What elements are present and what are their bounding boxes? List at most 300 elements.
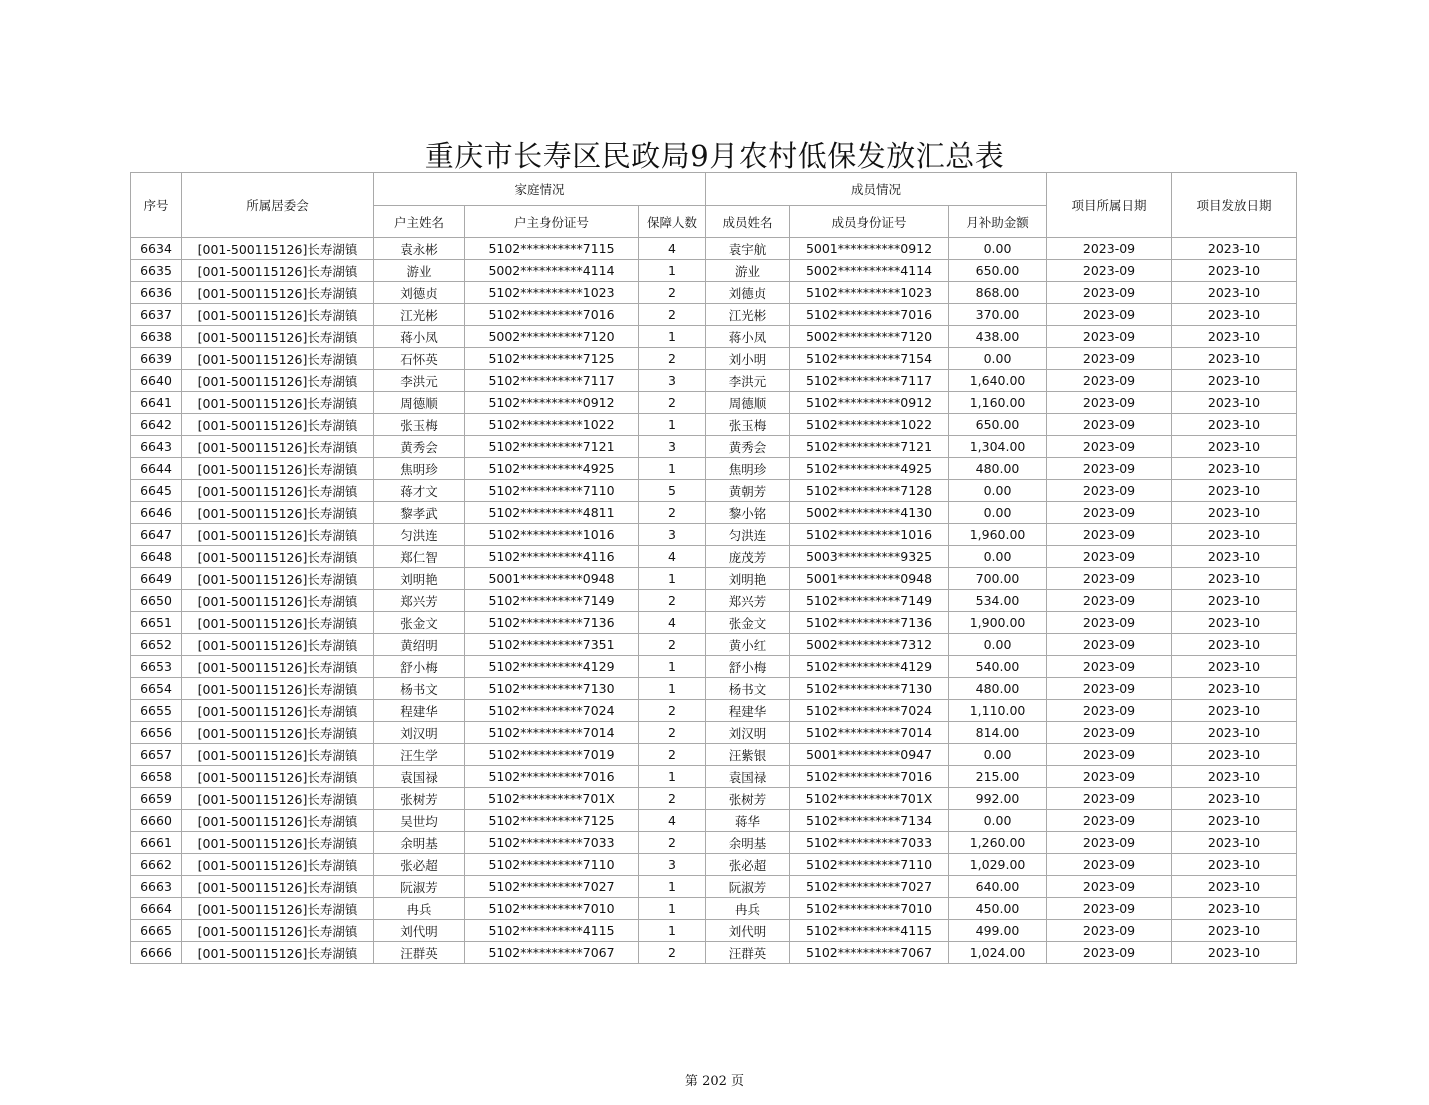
committee-cell: [001-500115126]长寿湖镇	[182, 458, 374, 480]
head-id-cell: 5102**********7067	[465, 942, 639, 964]
member-id-cell: 5102**********7033	[790, 832, 949, 854]
period-cell: 2023-09	[1047, 304, 1172, 326]
covered-cell: 2	[639, 282, 706, 304]
member-id-cell: 5002**********4114	[790, 260, 949, 282]
member-id-cell: 5102**********7024	[790, 700, 949, 722]
amount-cell: 0.00	[949, 634, 1047, 656]
page-title: 重庆市长寿区民政局9月农村低保发放汇总表	[424, 139, 1005, 173]
member-name-cell: 张金文	[706, 612, 790, 634]
seq-cell: 6643	[131, 436, 182, 458]
committee-cell: [001-500115126]长寿湖镇	[182, 304, 374, 326]
committee-cell: [001-500115126]长寿湖镇	[182, 656, 374, 678]
covered-cell: 1	[639, 766, 706, 788]
period-cell: 2023-09	[1047, 634, 1172, 656]
member-name-cell: 刘德贞	[706, 282, 790, 304]
head-id-cell: 5102**********1022	[465, 414, 639, 436]
period-cell: 2023-09	[1047, 810, 1172, 832]
head-id-cell: 5102**********7016	[465, 304, 639, 326]
committee-cell: [001-500115126]长寿湖镇	[182, 348, 374, 370]
covered-cell: 1	[639, 260, 706, 282]
issue-date-cell: 2023-10	[1172, 634, 1297, 656]
member-id-cell: 5102**********7154	[790, 348, 949, 370]
header-covered: 保障人数	[639, 206, 706, 238]
member-id-cell: 5102**********1016	[790, 524, 949, 546]
table-row	[131, 546, 1297, 568]
committee-cell: [001-500115126]长寿湖镇	[182, 238, 374, 260]
covered-cell: 4	[639, 810, 706, 832]
amount-cell: 0.00	[949, 546, 1047, 568]
member-name-cell: 蒋小凤	[706, 326, 790, 348]
committee-cell: [001-500115126]长寿湖镇	[182, 876, 374, 898]
amount-cell: 1,029.00	[949, 854, 1047, 876]
period-cell: 2023-09	[1047, 568, 1172, 590]
head-name-cell: 黄秀会	[374, 436, 465, 458]
seq-cell: 6655	[131, 700, 182, 722]
committee-cell: [001-500115126]长寿湖镇	[182, 370, 374, 392]
amount-cell: 1,640.00	[949, 370, 1047, 392]
committee-cell: [001-500115126]长寿湖镇	[182, 634, 374, 656]
issue-date-cell: 2023-10	[1172, 942, 1297, 964]
head-id-cell: 5102**********7014	[465, 722, 639, 744]
period-cell: 2023-09	[1047, 722, 1172, 744]
table-row	[131, 304, 1297, 326]
period-cell: 2023-09	[1047, 788, 1172, 810]
member-name-cell: 庞茂芳	[706, 546, 790, 568]
period-cell: 2023-09	[1047, 656, 1172, 678]
seq-cell: 6664	[131, 898, 182, 920]
covered-cell: 4	[639, 238, 706, 260]
member-id-cell: 5102**********7117	[790, 370, 949, 392]
table-row	[131, 832, 1297, 854]
issue-date-cell: 2023-10	[1172, 810, 1297, 832]
member-id-cell: 5102**********7067	[790, 942, 949, 964]
head-name-cell: 杨书文	[374, 678, 465, 700]
header-family-group: 家庭情况	[374, 173, 706, 206]
member-name-cell: 袁宇航	[706, 238, 790, 260]
seq-cell: 6662	[131, 854, 182, 876]
seq-cell: 6641	[131, 392, 182, 414]
member-id-cell: 5102**********7136	[790, 612, 949, 634]
issue-date-cell: 2023-10	[1172, 700, 1297, 722]
member-id-cell: 5102**********4129	[790, 656, 949, 678]
seq-cell: 6644	[131, 458, 182, 480]
member-name-cell: 袁国禄	[706, 766, 790, 788]
head-name-cell: 刘代明	[374, 920, 465, 942]
period-cell: 2023-09	[1047, 524, 1172, 546]
amount-cell: 0.00	[949, 502, 1047, 524]
header-project-period: 项目所属日期	[1047, 173, 1172, 238]
amount-cell: 534.00	[949, 590, 1047, 612]
period-cell: 2023-09	[1047, 370, 1172, 392]
period-cell: 2023-09	[1047, 876, 1172, 898]
covered-cell: 3	[639, 436, 706, 458]
committee-cell: [001-500115126]长寿湖镇	[182, 502, 374, 524]
committee-cell: [001-500115126]长寿湖镇	[182, 722, 374, 744]
head-name-cell: 张树芳	[374, 788, 465, 810]
head-name-cell: 郑兴芳	[374, 590, 465, 612]
period-cell: 2023-09	[1047, 414, 1172, 436]
amount-cell: 0.00	[949, 480, 1047, 502]
issue-date-cell: 2023-10	[1172, 436, 1297, 458]
seq-cell: 6650	[131, 590, 182, 612]
covered-cell: 2	[639, 392, 706, 414]
head-id-cell: 5102**********4129	[465, 656, 639, 678]
head-id-cell: 5001**********0948	[465, 568, 639, 590]
period-cell: 2023-09	[1047, 458, 1172, 480]
period-cell: 2023-09	[1047, 392, 1172, 414]
header-member-id: 成员身份证号	[790, 206, 949, 238]
head-name-cell: 张金文	[374, 612, 465, 634]
seq-cell: 6649	[131, 568, 182, 590]
issue-date-cell: 2023-10	[1172, 414, 1297, 436]
seq-cell: 6634	[131, 238, 182, 260]
committee-cell: [001-500115126]长寿湖镇	[182, 480, 374, 502]
committee-cell: [001-500115126]长寿湖镇	[182, 326, 374, 348]
table-row	[131, 392, 1297, 414]
table-row	[131, 414, 1297, 436]
period-cell: 2023-09	[1047, 700, 1172, 722]
committee-cell: [001-500115126]长寿湖镇	[182, 392, 374, 414]
member-id-cell: 5102**********7128	[790, 480, 949, 502]
seq-cell: 6635	[131, 260, 182, 282]
page-suffix: 页	[731, 1074, 745, 1089]
header-issue-date: 项目发放日期	[1172, 173, 1297, 238]
member-id-cell: 5102**********7016	[790, 766, 949, 788]
head-id-cell: 5102**********7115	[465, 238, 639, 260]
head-id-cell: 5102**********7110	[465, 854, 639, 876]
issue-date-cell: 2023-10	[1172, 392, 1297, 414]
head-name-cell: 周德顺	[374, 392, 465, 414]
member-name-cell: 焦明珍	[706, 458, 790, 480]
head-id-cell: 5102**********7117	[465, 370, 639, 392]
amount-cell: 0.00	[949, 810, 1047, 832]
member-name-cell: 刘小明	[706, 348, 790, 370]
amount-cell: 1,304.00	[949, 436, 1047, 458]
page-number-value: 202	[702, 1074, 727, 1089]
amount-cell: 1,260.00	[949, 832, 1047, 854]
committee-cell: [001-500115126]长寿湖镇	[182, 678, 374, 700]
head-id-cell: 5102**********7130	[465, 678, 639, 700]
head-name-cell: 蒋才文	[374, 480, 465, 502]
period-cell: 2023-09	[1047, 480, 1172, 502]
head-name-cell: 张必超	[374, 854, 465, 876]
member-name-cell: 黄小红	[706, 634, 790, 656]
member-id-cell: 5102**********7121	[790, 436, 949, 458]
covered-cell: 1	[639, 568, 706, 590]
head-name-cell: 蒋小凤	[374, 326, 465, 348]
covered-cell: 2	[639, 832, 706, 854]
head-id-cell: 5002**********4114	[465, 260, 639, 282]
table-row	[131, 590, 1297, 612]
head-id-cell: 5102**********7033	[465, 832, 639, 854]
period-cell: 2023-09	[1047, 260, 1172, 282]
amount-cell: 814.00	[949, 722, 1047, 744]
issue-date-cell: 2023-10	[1172, 480, 1297, 502]
member-name-cell: 郑兴芳	[706, 590, 790, 612]
table-row	[131, 238, 1297, 260]
amount-cell: 438.00	[949, 326, 1047, 348]
head-name-cell: 汪群英	[374, 942, 465, 964]
head-id-cell: 5102**********0912	[465, 392, 639, 414]
head-name-cell: 黎孝武	[374, 502, 465, 524]
committee-cell: [001-500115126]长寿湖镇	[182, 524, 374, 546]
table-row	[131, 898, 1297, 920]
period-cell: 2023-09	[1047, 590, 1172, 612]
header-committee: 所属居委会	[182, 173, 374, 238]
committee-cell: [001-500115126]长寿湖镇	[182, 700, 374, 722]
amount-cell: 868.00	[949, 282, 1047, 304]
issue-date-cell: 2023-10	[1172, 744, 1297, 766]
head-name-cell: 袁永彬	[374, 238, 465, 260]
amount-cell: 1,960.00	[949, 524, 1047, 546]
table-body	[131, 238, 1297, 964]
member-name-cell: 蒋华	[706, 810, 790, 832]
member-name-cell: 阮淑芳	[706, 876, 790, 898]
committee-cell: [001-500115126]长寿湖镇	[182, 766, 374, 788]
amount-cell: 1,160.00	[949, 392, 1047, 414]
member-name-cell: 周德顺	[706, 392, 790, 414]
head-name-cell: 匀洪连	[374, 524, 465, 546]
member-id-cell: 5102**********7014	[790, 722, 949, 744]
seq-cell: 6636	[131, 282, 182, 304]
seq-cell: 6661	[131, 832, 182, 854]
head-name-cell: 余明基	[374, 832, 465, 854]
covered-cell: 1	[639, 876, 706, 898]
seq-cell: 6657	[131, 744, 182, 766]
issue-date-cell: 2023-10	[1172, 898, 1297, 920]
amount-cell: 370.00	[949, 304, 1047, 326]
period-cell: 2023-09	[1047, 942, 1172, 964]
covered-cell: 1	[639, 326, 706, 348]
amount-cell: 650.00	[949, 260, 1047, 282]
covered-cell: 2	[639, 942, 706, 964]
member-name-cell: 刘代明	[706, 920, 790, 942]
head-id-cell: 5102**********7024	[465, 700, 639, 722]
page-number	[0, 1070, 1429, 1089]
page-prefix: 第	[684, 1074, 698, 1089]
period-cell: 2023-09	[1047, 238, 1172, 260]
table-row	[131, 656, 1297, 678]
committee-cell: [001-500115126]长寿湖镇	[182, 810, 374, 832]
member-name-cell: 黎小铭	[706, 502, 790, 524]
table-row	[131, 788, 1297, 810]
member-id-cell: 5102**********701X	[790, 788, 949, 810]
amount-cell: 1,110.00	[949, 700, 1047, 722]
issue-date-cell: 2023-10	[1172, 370, 1297, 392]
covered-cell: 5	[639, 480, 706, 502]
committee-cell: [001-500115126]长寿湖镇	[182, 414, 374, 436]
member-id-cell: 5102**********7016	[790, 304, 949, 326]
head-id-cell: 5102**********7121	[465, 436, 639, 458]
seq-cell: 6647	[131, 524, 182, 546]
committee-cell: [001-500115126]长寿湖镇	[182, 744, 374, 766]
seq-cell: 6651	[131, 612, 182, 634]
amount-cell: 700.00	[949, 568, 1047, 590]
seq-cell: 6666	[131, 942, 182, 964]
committee-cell: [001-500115126]长寿湖镇	[182, 898, 374, 920]
member-name-cell: 匀洪连	[706, 524, 790, 546]
member-name-cell: 黄秀会	[706, 436, 790, 458]
header-head-name: 户主姓名	[374, 206, 465, 238]
table-row	[131, 678, 1297, 700]
member-id-cell: 5102**********0912	[790, 392, 949, 414]
table-row	[131, 260, 1297, 282]
head-name-cell: 阮淑芳	[374, 876, 465, 898]
table-row	[131, 524, 1297, 546]
period-cell: 2023-09	[1047, 612, 1172, 634]
seq-cell: 6663	[131, 876, 182, 898]
amount-cell: 0.00	[949, 744, 1047, 766]
head-name-cell: 程建华	[374, 700, 465, 722]
covered-cell: 2	[639, 634, 706, 656]
member-id-cell: 5002**********4130	[790, 502, 949, 524]
period-cell: 2023-09	[1047, 744, 1172, 766]
committee-cell: [001-500115126]长寿湖镇	[182, 832, 374, 854]
issue-date-cell: 2023-10	[1172, 458, 1297, 480]
seq-cell: 6653	[131, 656, 182, 678]
member-id-cell: 5102**********7149	[790, 590, 949, 612]
seq-cell: 6665	[131, 920, 182, 942]
head-name-cell: 吴世均	[374, 810, 465, 832]
member-name-cell: 程建华	[706, 700, 790, 722]
head-name-cell: 冉兵	[374, 898, 465, 920]
header-seq: 序号	[131, 173, 182, 238]
covered-cell: 1	[639, 458, 706, 480]
table-row	[131, 700, 1297, 722]
covered-cell: 1	[639, 656, 706, 678]
head-id-cell: 5102**********7125	[465, 810, 639, 832]
amount-cell: 215.00	[949, 766, 1047, 788]
covered-cell: 2	[639, 348, 706, 370]
member-id-cell: 5001**********0947	[790, 744, 949, 766]
head-name-cell: 江光彬	[374, 304, 465, 326]
issue-date-cell: 2023-10	[1172, 524, 1297, 546]
table-row	[131, 612, 1297, 634]
amount-cell: 1,900.00	[949, 612, 1047, 634]
head-id-cell: 5102**********7110	[465, 480, 639, 502]
member-id-cell: 5003**********9325	[790, 546, 949, 568]
head-id-cell: 5102**********7027	[465, 876, 639, 898]
head-name-cell: 石怀英	[374, 348, 465, 370]
member-id-cell: 5102**********7010	[790, 898, 949, 920]
issue-date-cell: 2023-10	[1172, 304, 1297, 326]
committee-cell: [001-500115126]长寿湖镇	[182, 546, 374, 568]
table-row	[131, 766, 1297, 788]
committee-cell: [001-500115126]长寿湖镇	[182, 436, 374, 458]
head-name-cell: 袁国禄	[374, 766, 465, 788]
head-id-cell: 5102**********7125	[465, 348, 639, 370]
issue-date-cell: 2023-10	[1172, 590, 1297, 612]
head-id-cell: 5102**********4925	[465, 458, 639, 480]
head-id-cell: 5002**********7120	[465, 326, 639, 348]
seq-cell: 6638	[131, 326, 182, 348]
period-cell: 2023-09	[1047, 326, 1172, 348]
member-name-cell: 张玉梅	[706, 414, 790, 436]
member-name-cell: 黄朝芳	[706, 480, 790, 502]
member-name-cell: 刘汉明	[706, 722, 790, 744]
issue-date-cell: 2023-10	[1172, 502, 1297, 524]
table-row	[131, 436, 1297, 458]
seq-cell: 6642	[131, 414, 182, 436]
table-row	[131, 634, 1297, 656]
issue-date-cell: 2023-10	[1172, 260, 1297, 282]
issue-date-cell: 2023-10	[1172, 920, 1297, 942]
member-id-cell: 5102**********4115	[790, 920, 949, 942]
member-id-cell: 5002**********7312	[790, 634, 949, 656]
member-name-cell: 张必超	[706, 854, 790, 876]
covered-cell: 4	[639, 612, 706, 634]
member-id-cell: 5001**********0948	[790, 568, 949, 590]
seq-cell: 6658	[131, 766, 182, 788]
period-cell: 2023-09	[1047, 502, 1172, 524]
table-row	[131, 920, 1297, 942]
committee-cell: [001-500115126]长寿湖镇	[182, 920, 374, 942]
period-cell: 2023-09	[1047, 854, 1172, 876]
head-id-cell: 5102**********4116	[465, 546, 639, 568]
seq-cell: 6645	[131, 480, 182, 502]
table-row	[131, 810, 1297, 832]
committee-cell: [001-500115126]长寿湖镇	[182, 854, 374, 876]
amount-cell: 540.00	[949, 656, 1047, 678]
period-cell: 2023-09	[1047, 898, 1172, 920]
covered-cell: 2	[639, 788, 706, 810]
covered-cell: 3	[639, 854, 706, 876]
table-row	[131, 722, 1297, 744]
member-id-cell: 5102**********7027	[790, 876, 949, 898]
issue-date-cell: 2023-10	[1172, 326, 1297, 348]
member-name-cell: 杨书文	[706, 678, 790, 700]
amount-cell: 992.00	[949, 788, 1047, 810]
covered-cell: 4	[639, 546, 706, 568]
covered-cell: 1	[639, 678, 706, 700]
table-row	[131, 348, 1297, 370]
seq-cell: 6640	[131, 370, 182, 392]
head-id-cell: 5102**********1023	[465, 282, 639, 304]
head-id-cell: 5102**********7149	[465, 590, 639, 612]
seq-cell: 6646	[131, 502, 182, 524]
covered-cell: 3	[639, 524, 706, 546]
amount-cell: 499.00	[949, 920, 1047, 942]
amount-cell: 450.00	[949, 898, 1047, 920]
amount-cell: 650.00	[949, 414, 1047, 436]
issue-date-cell: 2023-10	[1172, 678, 1297, 700]
table-row	[131, 568, 1297, 590]
covered-cell: 2	[639, 722, 706, 744]
covered-cell: 2	[639, 744, 706, 766]
head-name-cell: 张玉梅	[374, 414, 465, 436]
member-name-cell: 冉兵	[706, 898, 790, 920]
committee-cell: [001-500115126]长寿湖镇	[182, 788, 374, 810]
member-id-cell: 5102**********1022	[790, 414, 949, 436]
seq-cell: 6648	[131, 546, 182, 568]
member-id-cell: 5102**********7130	[790, 678, 949, 700]
seq-cell: 6637	[131, 304, 182, 326]
table-row	[131, 326, 1297, 348]
member-name-cell: 刘明艳	[706, 568, 790, 590]
head-id-cell: 5102**********7136	[465, 612, 639, 634]
head-id-cell: 5102**********7016	[465, 766, 639, 788]
issue-date-cell: 2023-10	[1172, 876, 1297, 898]
header-monthly-amount: 月补助金额	[949, 206, 1047, 238]
committee-cell: [001-500115126]长寿湖镇	[182, 260, 374, 282]
issue-date-cell: 2023-10	[1172, 722, 1297, 744]
table-row	[131, 480, 1297, 502]
head-name-cell: 汪生学	[374, 744, 465, 766]
amount-cell: 480.00	[949, 678, 1047, 700]
head-name-cell: 刘德贞	[374, 282, 465, 304]
head-id-cell: 5102**********7019	[465, 744, 639, 766]
seq-cell: 6656	[131, 722, 182, 744]
